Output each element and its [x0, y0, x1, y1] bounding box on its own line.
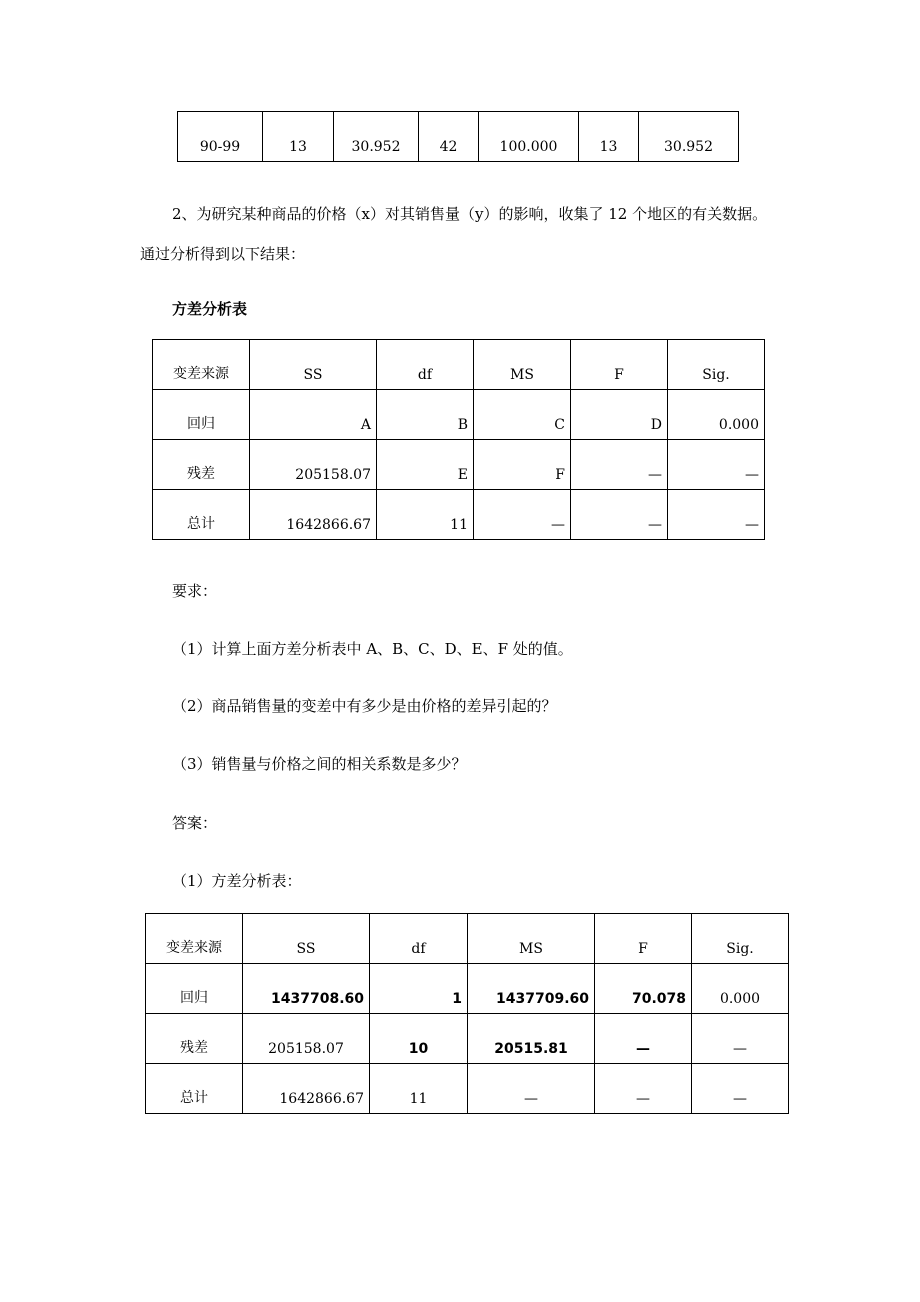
table-cell: —	[692, 1014, 789, 1064]
anova-question-table	[152, 339, 765, 540]
table-cell: —	[595, 1064, 692, 1114]
table-cell: —	[692, 1064, 789, 1114]
table-row	[146, 964, 789, 1014]
question-2: （2）商品销售量的变差中有多少是由价格的差异引起的？	[172, 697, 557, 715]
table-cell: C	[474, 390, 571, 440]
table-row	[153, 490, 765, 540]
answer-subheading: （1）方差分析表：	[172, 872, 302, 890]
top-frequency-table	[177, 111, 739, 162]
table-cell: 11	[377, 490, 474, 540]
header-cell: F	[571, 340, 668, 390]
table-cell: 1	[370, 964, 468, 1014]
table-cell: 0.000	[668, 390, 765, 440]
table-cell: 1642866.67	[243, 1064, 370, 1114]
question-1: （1）计算上面方差分析表中 A、B、C、D、E、F 处的值。	[172, 640, 573, 658]
table-cell: 30.952	[639, 112, 739, 162]
problem-line-2: 通过分析得到以下结果：	[140, 245, 306, 263]
header-cell: MS	[474, 340, 571, 390]
table-cell: F	[474, 440, 571, 490]
table-cell: —	[571, 440, 668, 490]
header-cell: df	[377, 340, 474, 390]
table-cell: 90-99	[178, 112, 263, 162]
header-cell: MS	[468, 914, 595, 964]
header-cell: Sig.	[668, 340, 765, 390]
table-cell: 20515.81	[468, 1014, 595, 1064]
table-cell: 10	[370, 1014, 468, 1064]
table-cell: 1642866.67	[250, 490, 377, 540]
table-cell: E	[377, 440, 474, 490]
problem-line-1: 2、为研究某种商品的价格（x）对其销售量（y）的影响，收集了 12 个地区的有关数据。	[172, 205, 768, 223]
header-cell: 变差来源	[153, 340, 250, 390]
answer-label: 答案：	[172, 814, 218, 832]
table-cell: 205158.07	[243, 1014, 370, 1064]
table-cell: 残差	[146, 1014, 243, 1064]
table-cell: —	[474, 490, 571, 540]
table-cell: 1437709.60	[468, 964, 595, 1014]
table-cell: 回归	[153, 390, 250, 440]
anova-answer-table	[145, 913, 789, 1114]
header-cell: 变差来源	[146, 914, 243, 964]
table-cell: 13	[579, 112, 639, 162]
question-3: （3）销售量与价格之间的相关系数是多少？	[172, 755, 467, 773]
table-cell: 1437708.60	[243, 964, 370, 1014]
table-cell: 总计	[146, 1064, 243, 1114]
table-row	[146, 1014, 789, 1064]
table-cell: 42	[419, 112, 479, 162]
requirements-label: 要求：	[172, 582, 218, 600]
table-cell: 100.000	[479, 112, 579, 162]
table-cell: 0.000	[692, 964, 789, 1014]
table-row	[153, 440, 765, 490]
table-row	[153, 390, 765, 440]
table-header-row	[146, 914, 789, 964]
table-cell: 残差	[153, 440, 250, 490]
header-cell: Sig.	[692, 914, 789, 964]
table-cell: —	[468, 1064, 595, 1114]
table-cell: 30.952	[334, 112, 419, 162]
header-cell: df	[370, 914, 468, 964]
header-cell: SS	[250, 340, 377, 390]
table-cell: —	[595, 1014, 692, 1064]
anova-title: 方差分析表	[172, 300, 248, 318]
table-cell: 回归	[146, 964, 243, 1014]
header-cell: SS	[243, 914, 370, 964]
table-header-row	[153, 340, 765, 390]
table-cell: —	[668, 440, 765, 490]
table-cell: 205158.07	[250, 440, 377, 490]
table-row	[178, 112, 739, 162]
table-cell: B	[377, 390, 474, 440]
table-cell: A	[250, 390, 377, 440]
table-cell: D	[571, 390, 668, 440]
table-cell: 70.078	[595, 964, 692, 1014]
table-cell: —	[668, 490, 765, 540]
table-row	[146, 1064, 789, 1114]
table-cell: 总计	[153, 490, 250, 540]
table-cell: —	[571, 490, 668, 540]
table-cell: 11	[370, 1064, 468, 1114]
header-cell: F	[595, 914, 692, 964]
table-cell: 13	[263, 112, 334, 162]
